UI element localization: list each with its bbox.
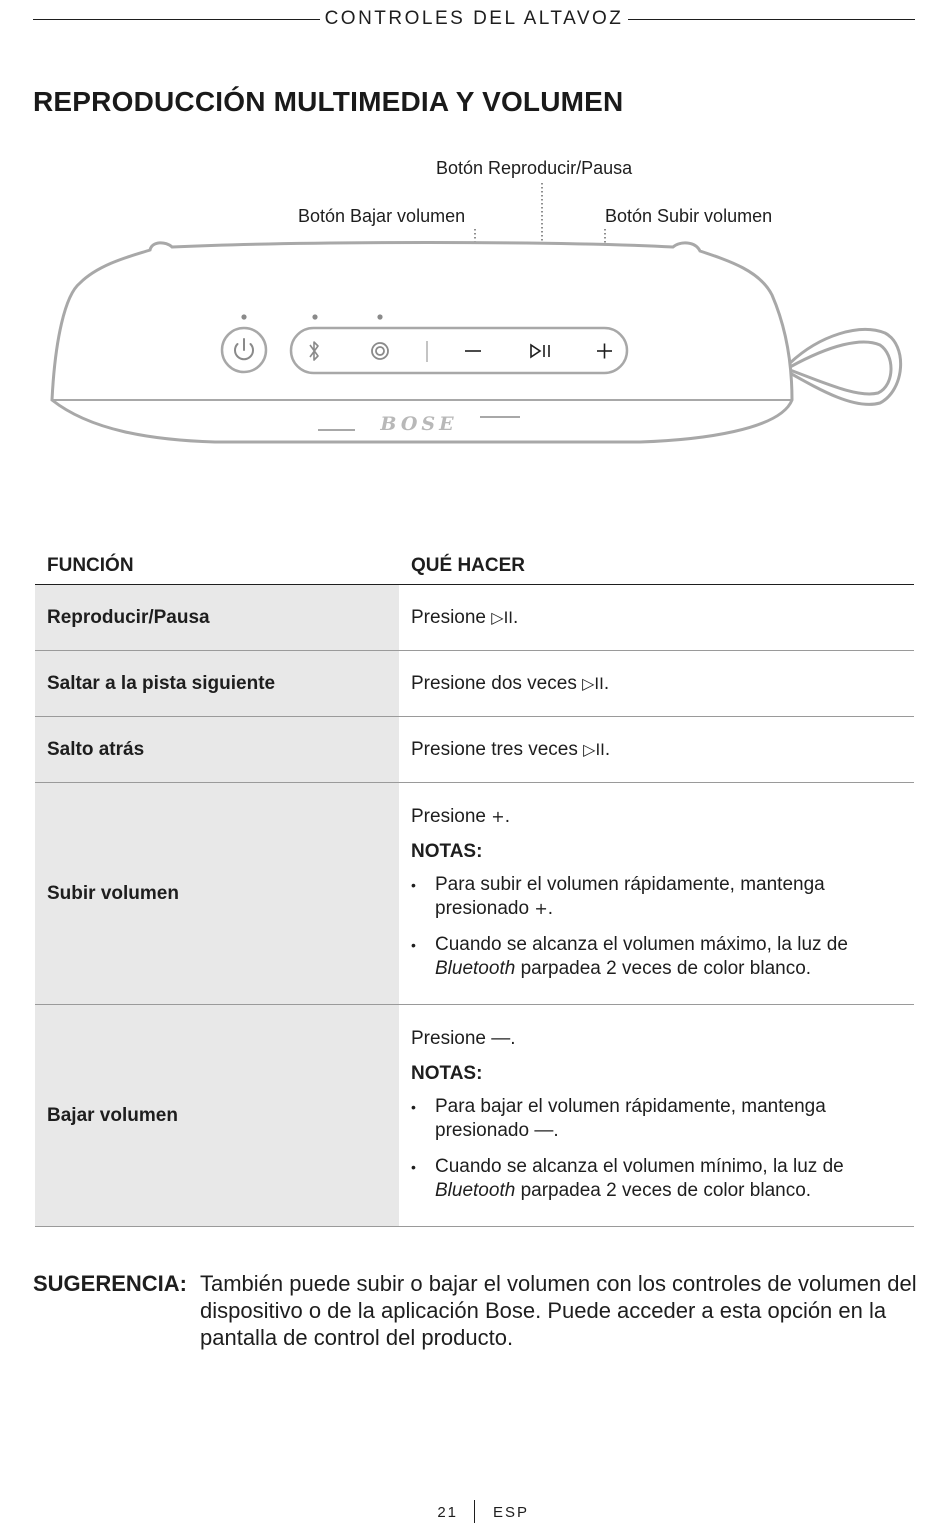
tip-label: SUGERENCIA: <box>33 1271 188 1296</box>
action-text: Presione tres veces <box>411 738 578 760</box>
callout-volume-up-label: Botón Subir volumen <box>605 206 773 226</box>
function-table <box>35 545 914 1227</box>
minus-symbol: — <box>534 1120 554 1141</box>
svg-text:BOSE: BOSE <box>380 413 458 435</box>
page-title: REPRODUCCIÓN MULTIMEDIA Y VOLUMEN <box>33 86 624 117</box>
page-footer <box>0 1500 950 1526</box>
table-row <box>35 783 914 1005</box>
column-header-function: FUNCIÓN <box>35 545 399 585</box>
note-item: • Para bajar el volumen rápidamente, mantenga presionado —. <box>411 1095 902 1143</box>
function-cell: Subir volumen <box>35 783 399 1005</box>
control-panel <box>291 328 627 373</box>
table-row <box>35 1005 914 1227</box>
action-text: Presione dos veces <box>411 672 577 694</box>
strap-loop <box>790 330 901 405</box>
plus-symbol: + <box>534 899 548 918</box>
play-pause-symbol: ▷II <box>583 739 605 759</box>
power-button <box>222 328 266 372</box>
minus-symbol: — <box>491 1028 511 1049</box>
notes-label: NOTAS: <box>411 841 483 862</box>
callout-volume-down-label: Botón Bajar volumen <box>298 206 466 226</box>
action-suffix: . <box>603 672 610 694</box>
table-header-row <box>35 545 914 585</box>
action-text: Presione +. <box>411 806 510 827</box>
note-item: • Para subir el volumen rápidamente, mantenga presionado +. <box>411 873 902 921</box>
header-rule-right <box>628 19 915 20</box>
section-header <box>33 8 915 32</box>
table-row <box>35 651 914 717</box>
table-row <box>35 585 914 651</box>
notes-label: NOTAS: <box>411 1063 483 1084</box>
action-text: Presione —. <box>411 1028 516 1049</box>
function-cell: Reproducir/Pausa <box>35 585 399 651</box>
speaker-illustration <box>0 145 950 465</box>
function-cell: Bajar volumen <box>35 1005 399 1227</box>
footer-separator <box>474 1500 475 1523</box>
notes-list <box>411 1095 902 1203</box>
language-code: ESP <box>493 1504 530 1521</box>
tip-text: También puede subir o bajar el volumen con los controles de volumen del dispositivo o de la aplicación Bose. Puede acceder a esta opción en la pantalla de control del producto. <box>200 1271 917 1350</box>
note-item: • Cuando se alcanza el volumen mínimo, la luz de Bluetooth parpadea 2 veces de color blanco. <box>411 1155 902 1203</box>
function-cell: Salto atrás <box>35 717 399 783</box>
action-cell <box>399 783 914 1005</box>
column-header-action: QUÉ HACER <box>399 545 914 585</box>
speaker-diagram <box>0 145 950 465</box>
action-cell <box>399 585 914 651</box>
action-cell <box>399 1005 914 1227</box>
action-suffix: . <box>604 738 611 760</box>
section-title: CONTROLES DEL ALTAVOZ <box>324 8 624 29</box>
callout-play-pause-label: Botón Reproducir/Pausa <box>436 158 633 178</box>
play-pause-symbol: ▷II <box>582 673 604 693</box>
notes-list <box>411 873 902 981</box>
plus-symbol: + <box>491 807 505 826</box>
page-number: 21 <box>437 1504 458 1521</box>
table-row <box>35 717 914 783</box>
note-item: • Cuando se alcanza el volumen máximo, la luz de Bluetooth parpadea 2 veces de color blanco. <box>411 933 902 981</box>
play-pause-symbol: ▷II <box>491 607 514 627</box>
function-cell: Saltar a la pista siguiente <box>35 651 399 717</box>
action-cell <box>399 717 914 783</box>
action-text: Presione <box>411 606 486 628</box>
action-cell <box>399 651 914 717</box>
action-suffix: . <box>513 606 519 628</box>
